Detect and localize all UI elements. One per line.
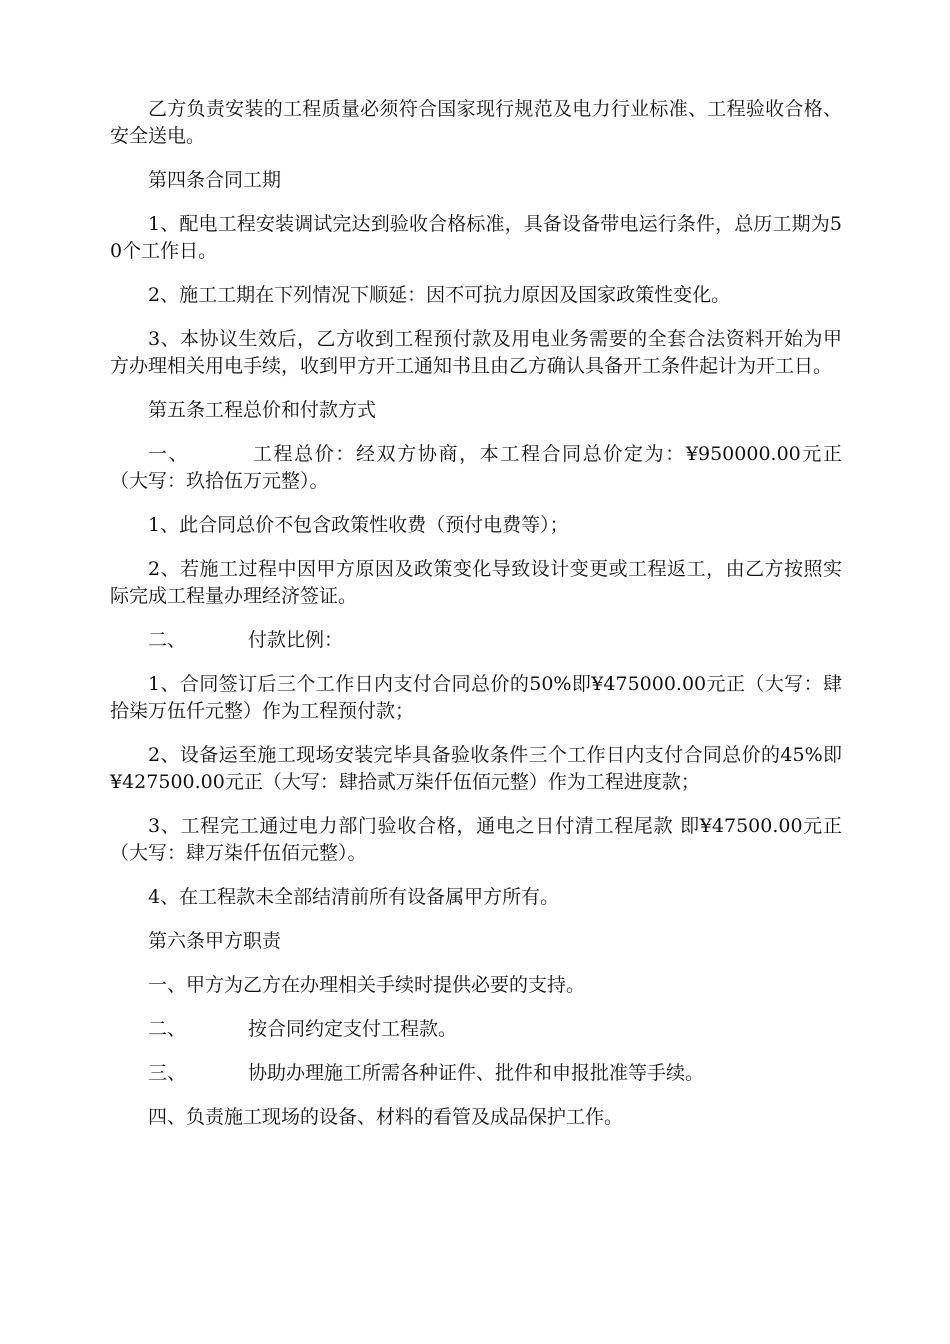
paragraph-quality-requirement: 乙方负责安装的工程质量必须符合国家现行规范及电力行业标准、工程验收合格、安全送电。: [110, 98, 842, 147]
paragraph-duty-4: 四、负责施工现场的设备、材料的看管及成品保护工作。: [148, 1106, 624, 1128]
paragraph-schedule-3: 3、本协议生效后，乙方收到工程预付款及用电业务需要的全套合法资料开始为甲方办理相关用电手续，收到甲方开工通知书且由乙方确认具备开工条件起计为开工日。: [110, 328, 842, 377]
paragraph-duty-2: [110, 1016, 842, 1043]
paragraph-duty-2-text: 按合同约定支付工程款。: [248, 1018, 458, 1040]
list-marker: 三、: [148, 1062, 187, 1084]
document-page: [110, 96, 842, 1148]
paragraph-duty-1: 一、甲方为乙方在办理相关手续时提供必要的支持。: [148, 974, 586, 996]
paragraph-payment-1: 1、合同签订后三个工作日内支付合同总价的50%即¥475000.00元正（大写：肆拾柒万伍仟元整）作为工程预付款；: [110, 673, 842, 722]
paragraph-schedule-1: 1、配电工程安装调试完达到验收合格标准，具备设备带电运行条件，总历工期为50个工作日。: [110, 213, 842, 262]
list-marker: 二、: [148, 629, 187, 651]
paragraph-payment-3: 3、工程完工通过电力部门验收合格，通电之日付清工程尾款 即¥47500.00元正（大写：肆万柒仟伍佰元整）。: [110, 815, 842, 864]
list-marker: 一、: [148, 443, 190, 465]
paragraph-payment-ratio: [110, 627, 842, 654]
section-heading-article-6: 第六条甲方职责: [148, 930, 282, 952]
paragraph-price-change: 2、若施工过程中因甲方原因及政策变化导致设计变更或工程返工，由乙方按照实际完成工程量办理经济签证。: [110, 558, 842, 607]
paragraph-total-price-text: 工程总价：经双方协商，本工程合同总价定为：¥950000.00元正 （大写：玖拾伍万元整）。: [110, 443, 842, 492]
paragraph-payment-ratio-text: 付款比例：: [248, 629, 344, 651]
paragraph-price-exclusion: 1、此合同总价不包含政策性收费（预付电费等）；: [148, 514, 569, 536]
paragraph-payment-4: 4、在工程款未全部结清前所有设备属甲方所有。: [148, 886, 560, 908]
section-heading-article-4: 第四条合同工期: [148, 169, 282, 191]
paragraph-payment-2: 2、设备运至施工现场安装完毕具备验收条件三个工作日内支付合同总价的45%即¥427500.00元正（大写：肆拾贰万柒仟伍佰元整）作为工程进度款；: [110, 744, 842, 793]
list-marker: 二、: [148, 1018, 187, 1040]
paragraph-duty-3: [110, 1060, 842, 1087]
paragraph-duty-3-text: 协助办理施工所需各种证件、批件和申报批准等手续。: [248, 1062, 705, 1084]
paragraph-schedule-2: 2、施工工期在下列情况下顺延：因不可抗力原因及国家政策性变化。: [148, 284, 731, 306]
section-heading-article-5: 第五条工程总价和付款方式: [148, 399, 377, 421]
paragraph-total-price: [110, 441, 842, 495]
